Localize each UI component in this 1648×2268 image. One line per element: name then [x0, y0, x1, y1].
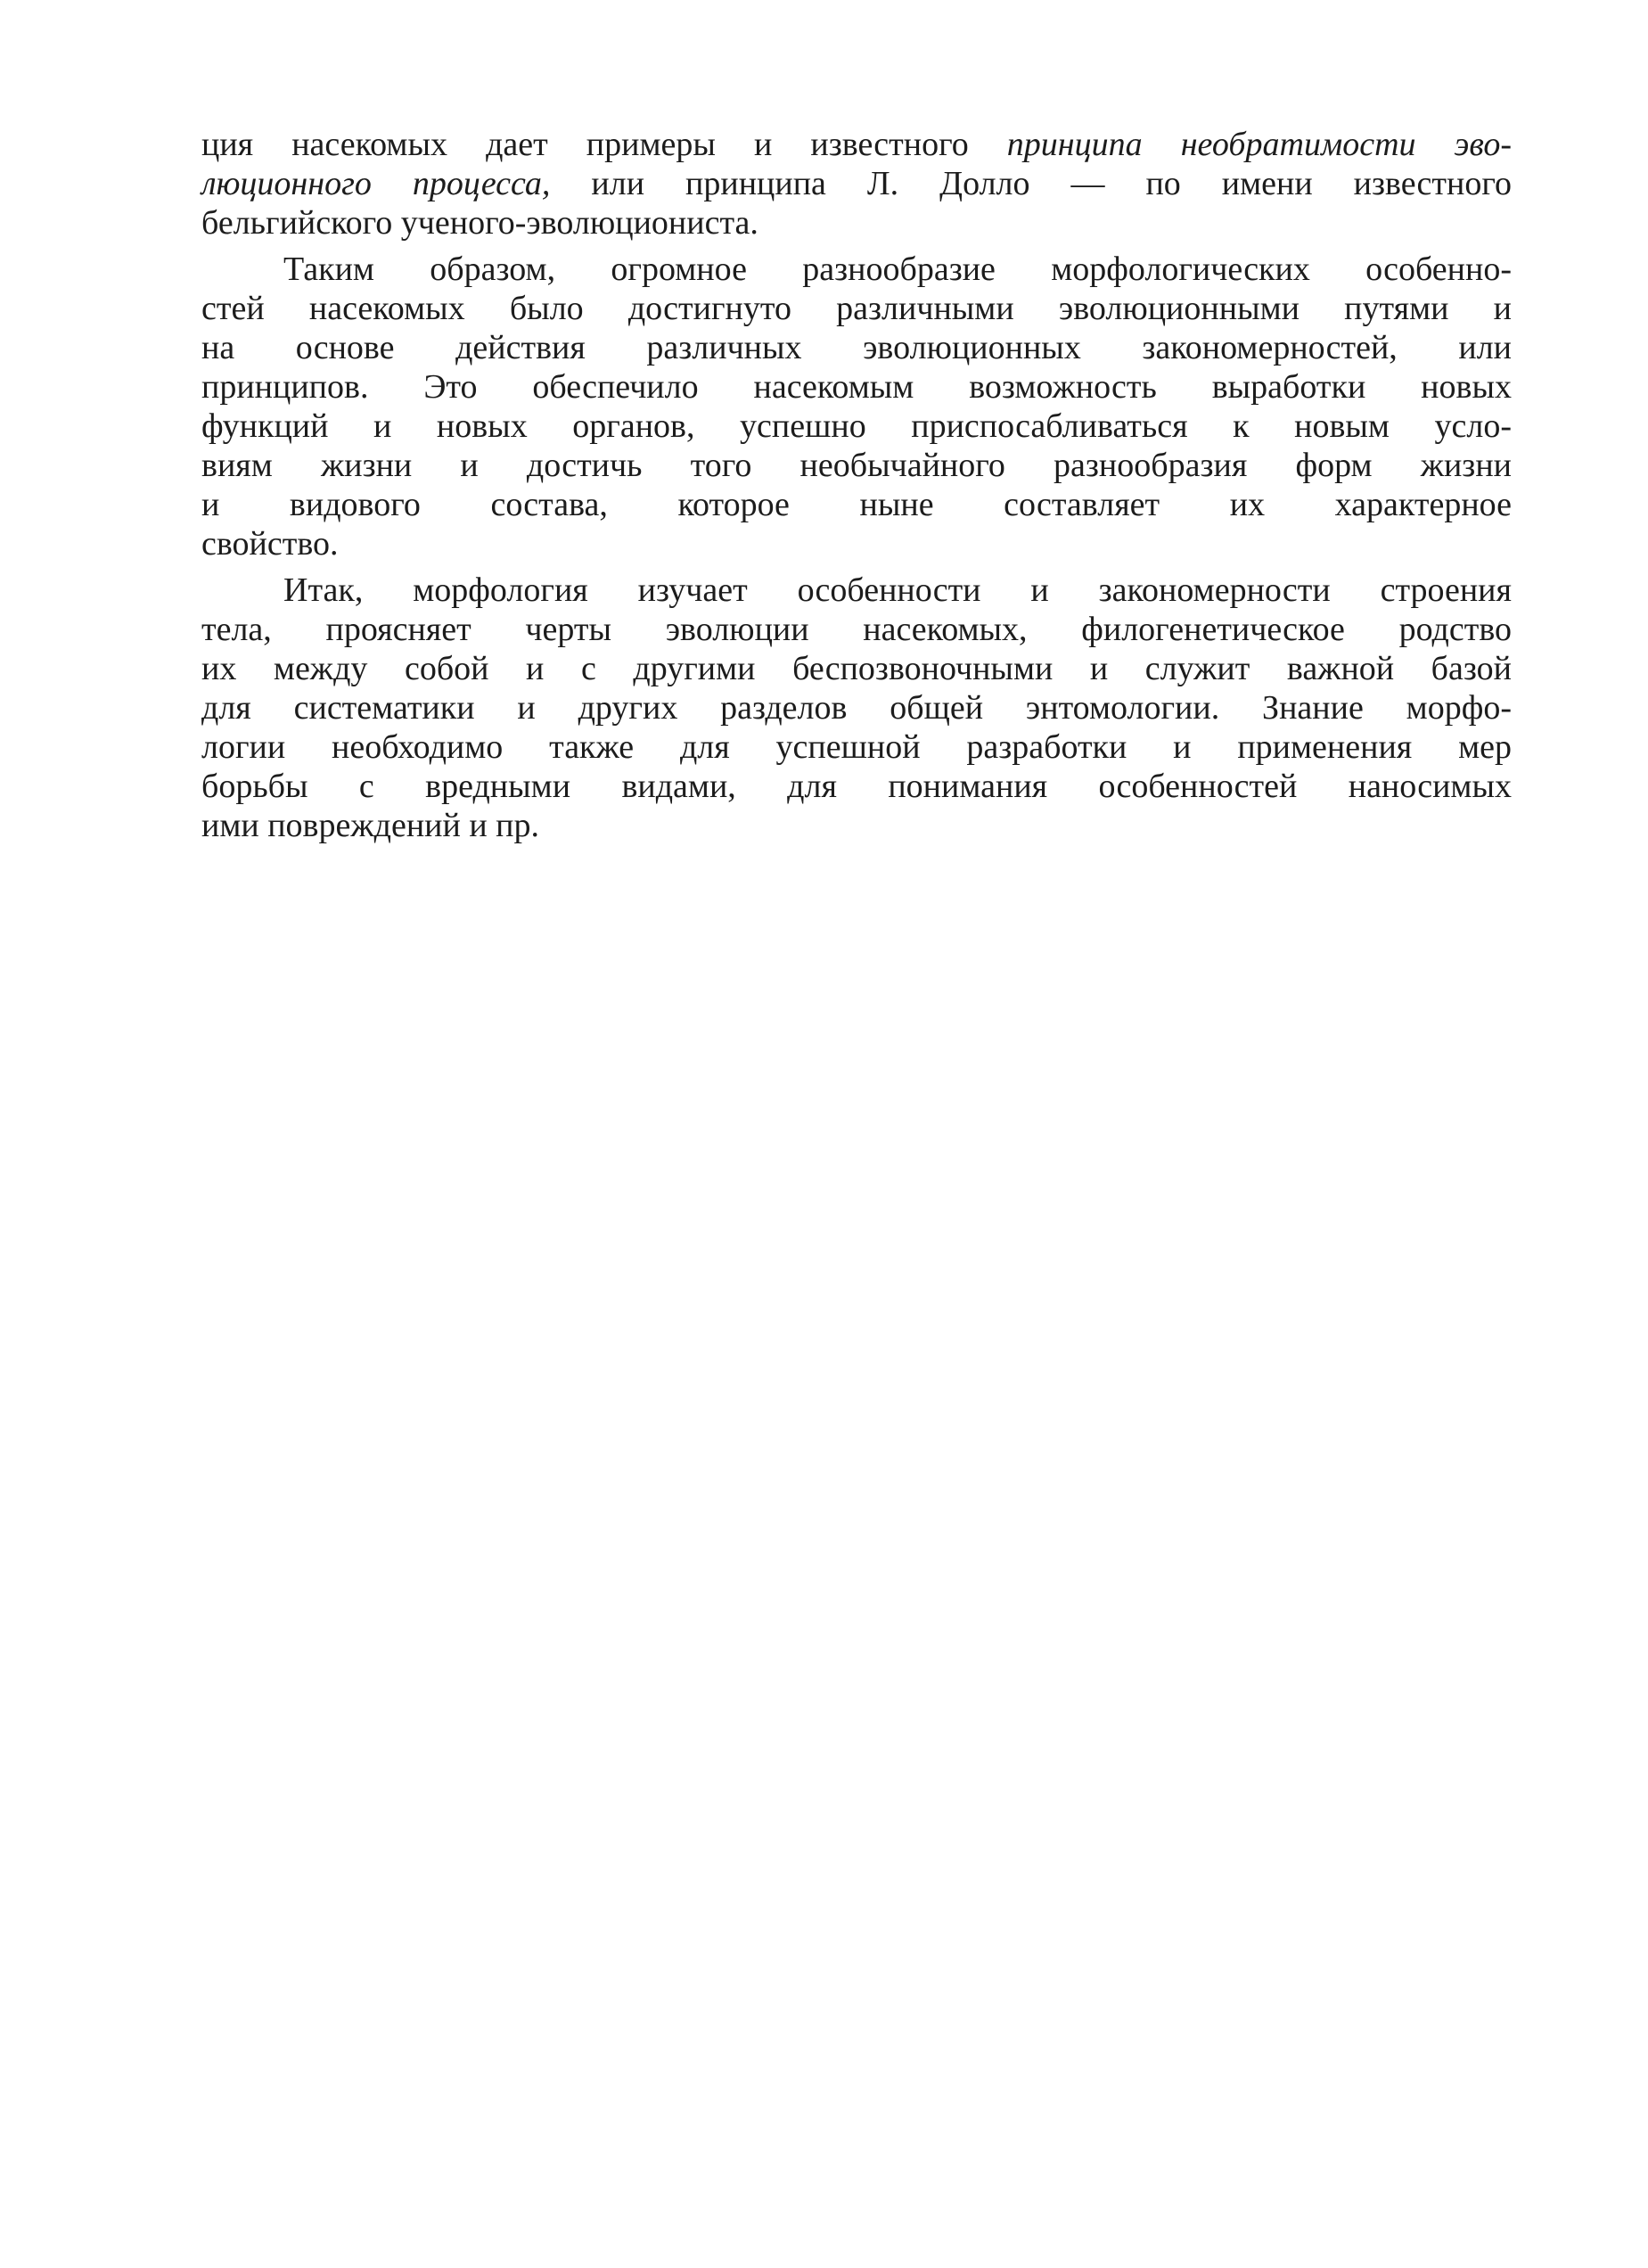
text-segment: функций и новых органов, успешно приспосабливаться к новым усло-	[201, 407, 1512, 445]
text-segment: свойство.	[201, 525, 339, 563]
text-line	[201, 446, 1512, 485]
text-line	[201, 767, 1512, 806]
body-text	[201, 125, 1512, 845]
italic-term: принципа необратимости эво-	[1006, 126, 1512, 163]
paragraph-gap	[201, 563, 1512, 571]
paragraph	[201, 125, 1512, 242]
text-segment: на основе действия различных эволюционных закономерностей, или	[201, 329, 1512, 366]
text-segment: Таким образом, огромное разнообразие морфологических особенно-	[283, 251, 1512, 288]
text-segment: и видового состава, которое ныне составляет их характерное	[201, 486, 1512, 523]
text-line	[201, 328, 1512, 367]
text-segment: тела, проясняет черты эволюции насекомых, филогенетическое родство	[201, 611, 1512, 648]
text-line	[201, 485, 1512, 524]
text-line	[201, 806, 1512, 845]
text-segment: для систематики и других разделов общей энтомологии. Знание морфо-	[201, 689, 1512, 727]
text-segment: их между собой и с другими беспозвоночными и служит важной базой	[201, 650, 1512, 687]
paragraph	[201, 250, 1512, 563]
text-line	[201, 688, 1512, 727]
italic-term: люционного процесса,	[201, 165, 551, 202]
text-line	[201, 289, 1512, 328]
paragraph	[201, 571, 1512, 845]
text-line	[201, 164, 1512, 203]
text-line	[201, 727, 1512, 767]
text-line	[201, 571, 1512, 610]
text-segment: принципов. Это обеспечило насекомым возможность выработки новых	[201, 368, 1512, 406]
text-line	[201, 524, 1512, 563]
text-segment: или принципа Л. Долло — по имени известного	[550, 165, 1513, 202]
text-line	[201, 610, 1512, 649]
text-line	[201, 649, 1512, 688]
text-segment: бельгийского ученого-эволюциониста.	[201, 204, 758, 242]
paragraph-gap	[201, 242, 1512, 250]
text-line	[201, 407, 1512, 446]
text-line	[201, 250, 1512, 289]
text-segment: Итак, морфология изучает особенности и закономерности строения	[283, 571, 1512, 609]
text-segment: ция насекомых дает примеры и известного	[201, 126, 1007, 163]
text-segment: виям жизни и достичь того необычайного разнообразия форм жизни	[201, 447, 1512, 484]
text-segment: ими повреждений и пр.	[201, 807, 539, 844]
text-segment: логии необходимо также для успешной разработки и применения мер	[201, 728, 1512, 766]
text-line	[201, 367, 1512, 407]
text-segment: стей насекомых было достигнуто различными эволюционными путями и	[201, 290, 1512, 327]
text-line	[201, 125, 1512, 164]
text-segment: борьбы с вредными видами, для понимания особенностей наносимых	[201, 768, 1512, 805]
text-line	[201, 203, 1512, 242]
